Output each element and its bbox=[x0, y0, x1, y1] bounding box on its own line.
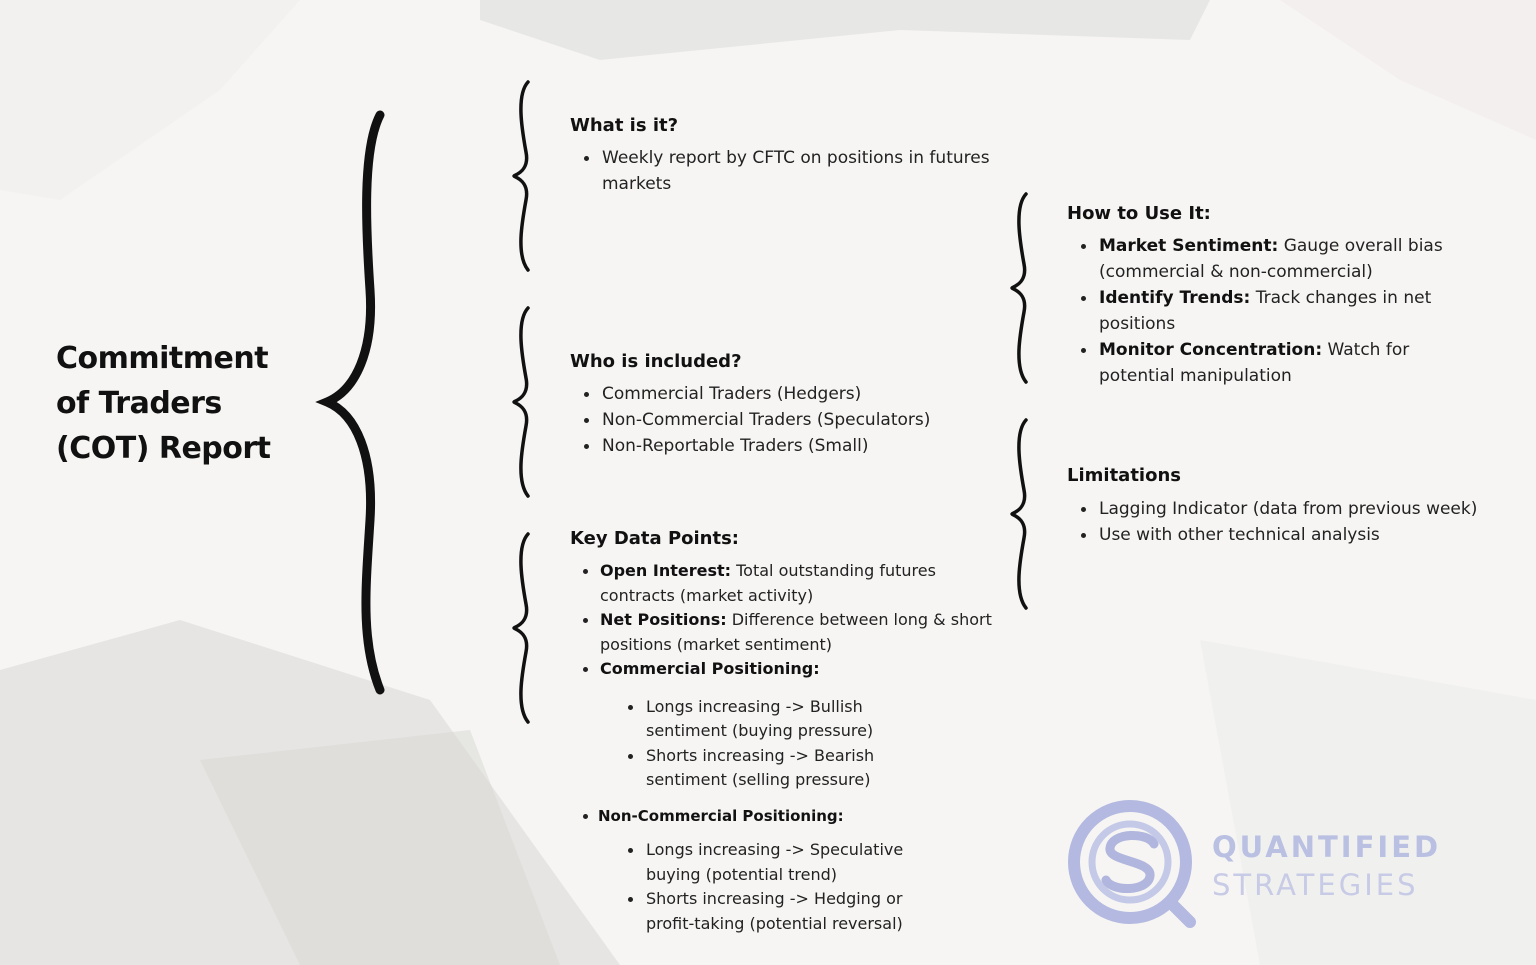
howto-list bbox=[1067, 233, 1487, 389]
key-item-3-label: Commercial Positioning: bbox=[600, 659, 820, 678]
main-brace bbox=[327, 115, 380, 690]
brace-what bbox=[514, 82, 528, 270]
title-line-3: (COT) Report bbox=[56, 431, 271, 466]
what-heading: What is it? bbox=[570, 115, 679, 136]
section-what bbox=[570, 114, 1010, 197]
brace-who bbox=[514, 308, 528, 496]
howto-item-3-text: Watch for potential manipulation bbox=[1099, 340, 1410, 386]
logo-line-2: STRATEGIES bbox=[1212, 868, 1419, 902]
section-limits bbox=[1067, 464, 1487, 548]
commercial-sub-2: Shorts increasing -> Bearish sentiment (selling pressure) bbox=[616, 744, 916, 793]
key-list bbox=[570, 559, 1000, 682]
noncommercial-sublist bbox=[616, 838, 936, 936]
howto-item-1-text: Gauge overall bias (commercial & non-commercial) bbox=[1099, 236, 1443, 282]
what-list bbox=[570, 145, 1010, 197]
who-heading: Who is included? bbox=[570, 351, 742, 372]
howto-heading: How to Use It: bbox=[1067, 203, 1211, 224]
brace-howto bbox=[1012, 194, 1026, 382]
section-who bbox=[570, 350, 1010, 459]
howto-item-1-label: Market Sentiment: bbox=[1099, 236, 1279, 256]
section-howto bbox=[1067, 202, 1487, 389]
quantified-strategies-logo-icon bbox=[1062, 796, 1202, 936]
limits-item-2: Use with other technical analysis bbox=[1067, 522, 1487, 548]
logo-line-1: QUANTIFIED bbox=[1212, 830, 1442, 864]
who-list bbox=[570, 381, 1010, 459]
noncommercial-label: Non-Commercial Positioning: bbox=[598, 806, 844, 825]
brace-key bbox=[514, 534, 528, 722]
title-line-1: Commitment bbox=[56, 341, 269, 376]
howto-item-trends bbox=[1067, 285, 1487, 337]
key-item-1-label: Open Interest: bbox=[600, 561, 732, 580]
key-item-1-text: Total outstanding futures contracts (market activity) bbox=[600, 561, 936, 605]
limits-list bbox=[1067, 496, 1487, 548]
limits-item-1: Lagging Indicator (data from previous week) bbox=[1067, 496, 1487, 522]
who-item-1: Commercial Traders (Hedgers) bbox=[570, 381, 1010, 407]
noncommercial-item bbox=[570, 804, 1000, 829]
who-item-3: Non-Reportable Traders (Small) bbox=[570, 433, 1010, 459]
noncommercial-sub-1: Longs increasing -> Speculative buying (potential trend) bbox=[616, 838, 936, 887]
noncommercial-list bbox=[570, 804, 1000, 829]
key-item-2-label: Net Positions: bbox=[600, 610, 727, 629]
logo-wordmark bbox=[1212, 828, 1441, 904]
key-item-open-interest bbox=[570, 559, 1000, 608]
howto-item-concentration bbox=[1067, 337, 1487, 389]
section-key bbox=[570, 527, 1000, 936]
key-item-2-text: Difference between long & short positions (market sentiment) bbox=[600, 610, 992, 654]
brace-limits bbox=[1012, 420, 1026, 608]
howto-item-3-label: Monitor Concentration: bbox=[1099, 340, 1323, 360]
noncommercial-sub-2: Shorts increasing -> Hedging or profit-taking (potential reversal) bbox=[616, 887, 936, 936]
howto-item-2-label: Identify Trends: bbox=[1099, 288, 1251, 308]
title-line-2: of Traders bbox=[56, 386, 222, 421]
key-item-commercial bbox=[570, 657, 1000, 682]
key-item-net-positions bbox=[570, 608, 1000, 657]
limits-heading: Limitations bbox=[1067, 465, 1181, 486]
what-item-1: Weekly report by CFTC on positions in futures markets bbox=[570, 145, 1010, 197]
commercial-sublist bbox=[616, 695, 916, 793]
howto-item-sentiment bbox=[1067, 233, 1487, 285]
howto-item-2-text: Track changes in net positions bbox=[1099, 288, 1432, 334]
key-heading: Key Data Points: bbox=[570, 528, 740, 549]
commercial-sub-1: Longs increasing -> Bullish sentiment (buying pressure) bbox=[616, 695, 916, 744]
who-item-2: Non-Commercial Traders (Speculators) bbox=[570, 407, 1010, 433]
